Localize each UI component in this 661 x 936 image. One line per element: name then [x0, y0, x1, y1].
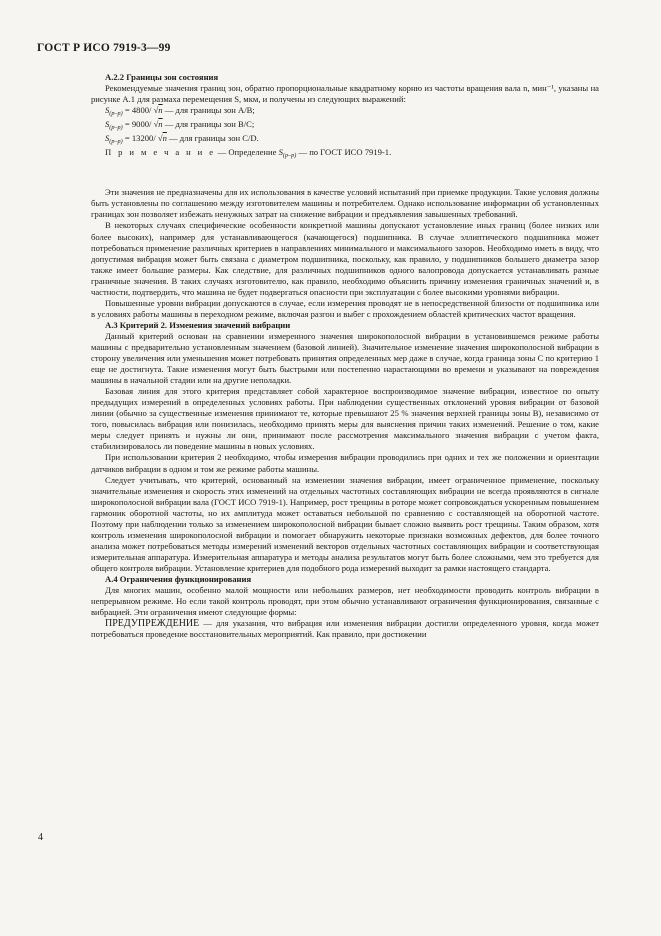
formula-symbol: S [105, 105, 110, 116]
note-symbol: S [278, 147, 283, 158]
formula-radicand: n [158, 119, 163, 130]
paragraph-a22-2: В некоторых случаях специфические особенности конкретной машины допускают установление иных границ (более низких или более высоких), например для устанавливающегося (качающегося) подшипника. В случае эллиптического подшипника может потребоваться применение различных критериев в направлениях минимального и максимального зазоров. Необходимо иметь в виду, что допустимая вибрация может быть связана с диаметром подшипника, поскольку, как правило, у подшипников большего диаметра зазор также имеет большие размеры. Как следствие, для различных подшипников одного валопровода допускается устанавливать разные граничные значения. В таких случаях изготовителю, как правило, необходимо объяснить причину изменения граничных значений и, в частности, подтвердить, что машина не будет подвергаться опасности при эксплуатации с более высокими уровнями вибрации. [91, 220, 599, 297]
formula-subscript: (p–p) [109, 138, 123, 146]
paragraph-a3-2: Базовая линия для этого критерия представляет собой характерное воспроизводимое значение вибрации, известное по опыту предыдущих измерений в определенных условиях работы. При наблюдении существенных отклонений уровня вибрации от базовой линии (обычно за существенные изменения принимают те, которые превышают 25 % значения верхней границы зоны В), независимо от того, повысилась вибрация или понизилась, необходимо принять меры для выяснения причин таких изменений. Решение о том, какие меры следует принять и нужны ли они, принимают после рассмотрения максимального значения вибрации с учетом факта, стабилизировалось ли поведение машины в новых условиях. [91, 386, 599, 452]
section-heading-a3: А.3 Критерий 2. Изменения значений вибрации [105, 319, 291, 330]
warning-lead: ПРЕДУПРЕЖДЕНИЕ [105, 618, 200, 630]
formula-subscript: (p–p) [109, 124, 123, 132]
formula-value: = 4800/ √ [124, 105, 159, 116]
formula-radicand: n [158, 105, 163, 116]
document-body [91, 72, 599, 640]
formula-zone-ab [91, 105, 599, 119]
paragraph-a22-1: Эти значения не предназначены для их использования в качестве условий испытаний при приемке продукции. Такие условия должны быть установлены по соглашению между изготовителем машины и потребителем. Однако использование информации об установленных границах зон позволяет избежать ненужных затрат на снижение вибрации и предъявления завышенных требований. [91, 187, 599, 220]
formula-description: — для границы зон С/D. [166, 133, 259, 144]
formula-description: — для границы зон В/С; [162, 119, 255, 130]
note-subscript: (p–p) [282, 152, 297, 160]
paragraph-a22-intro: Рекомендуемые значения границ зон, обратно пропорциональные квадратному корню из частоты вращения вала n, мин⁻¹, указаны на рисунке А.1 для размаха перемещения S, мкм, и получены из следующих выражений: [91, 83, 599, 105]
formula-symbol: S [105, 119, 110, 130]
warning-text: — для указания, что вибрация или изменения вибрации достигли определенного уровня, когда может потребоваться проведение восстановительных мероприятий. Как правило, при достижении [91, 618, 599, 640]
formula-zone-cd [91, 133, 599, 147]
note-label: П р и м е ч а н и е [105, 147, 216, 158]
paragraph-a4-1: Для многих машин, особенно малой мощности или небольших размеров, нет необходимости проводить контроль вибрации в непрерывном режиме. Но если такой контроль проводят, при этом обычно устанавливают ограничения функционирования, связанные с вибрацией. Эти ограничения имеют следующие формы: [91, 585, 599, 618]
note-text-after: — по ГОСТ ИСО 7919-1. [296, 147, 392, 158]
formula-symbol: S [105, 133, 110, 144]
paragraph-a3-1: Данный критерий основан на сравнении измеренного значения широкополосной вибрации в установившемся режиме работы машины с предварительно установленным значением (базовой линией). Значительное изменение значения широкополосной вибрации в сторону увеличения или уменьшения может потребовать принятия определенных мер даже в случае, когда граница зоны С по критерию 1 еще не достигнута. Такие изменения могут быть быстрыми или постепенно нарастающими во времени и указывают на повреждения машины в начальной стадии или на другие неполадки. [91, 330, 599, 386]
page-number: 4 [38, 832, 43, 843]
formula-value: = 13200/ √ [124, 133, 163, 144]
note-text-before: — Определение [215, 147, 279, 158]
document-header-title: ГОСТ Р ИСО 7919-3—99 [37, 42, 171, 54]
paragraph-a3-4: Следует учитывать, что критерий, основанный на изменении значения вибрации, имеет ограниченное применение, поскольку значительные изменения и скорость этих изменений на отдельных частотных составляющих вибрации не всегда проявляются в сигнале широкополосной вибрации вала (ГОСТ ИСО 7919-1). Например, рост трещины в роторе может сопровождаться ускоренным повышением гармоник оборотной частоты, но их амплитуда может оставаться небольшой по сравнению с составляющей на оборотной частоте. Поэтому при наблюдении только за изменением широкополосной вибрации бывает сложно выявить рост трещины. Таким образом, хотя контроль изменения широкополосной вибрации и помогает обнаружить некоторые признаки возможных дефектов, для более точного анализа может потребоваться методы измерений изменений векторов отдельных частотных составляющих вибрации и соответствующая измерительная аппаратура. Измерительная аппаратура и методы анализа результатов могут быть более сложными, чем это требуется для общего контроля вибрации. Установление критериев для подобного рода измерений выходит за рамки настоящего стандарта. [91, 474, 599, 573]
paragraph-a4-warning [91, 618, 599, 640]
formula-value: = 9000/ √ [124, 119, 159, 130]
paragraph-a22-3: Повышенные уровни вибрации допускаются в случае, если измерения проводят не в непосредственной близости от подшипника или в условиях работы машины в переходном режиме, включая разгон и выбег с прохождением областей критических частот вращения. [91, 297, 599, 319]
formula-description: — для границы зон А/В; [162, 105, 255, 116]
note-paragraph [91, 147, 599, 161]
section-heading-a22: А.2.2 Границы зон состояния [105, 72, 219, 82]
formula-radicand: n [162, 133, 167, 144]
formula-subscript: (p–p) [109, 110, 123, 118]
paragraph-a3-3: При использовании критерия 2 необходимо, чтобы измерения вибрации проводились при одних и тех же положении и ориентации датчиков вибрации в одном и том же режиме работы машины. [91, 452, 599, 474]
section-heading-a4: А.4 Ограничения функционирования [105, 573, 252, 584]
formula-zone-bc [91, 119, 599, 133]
